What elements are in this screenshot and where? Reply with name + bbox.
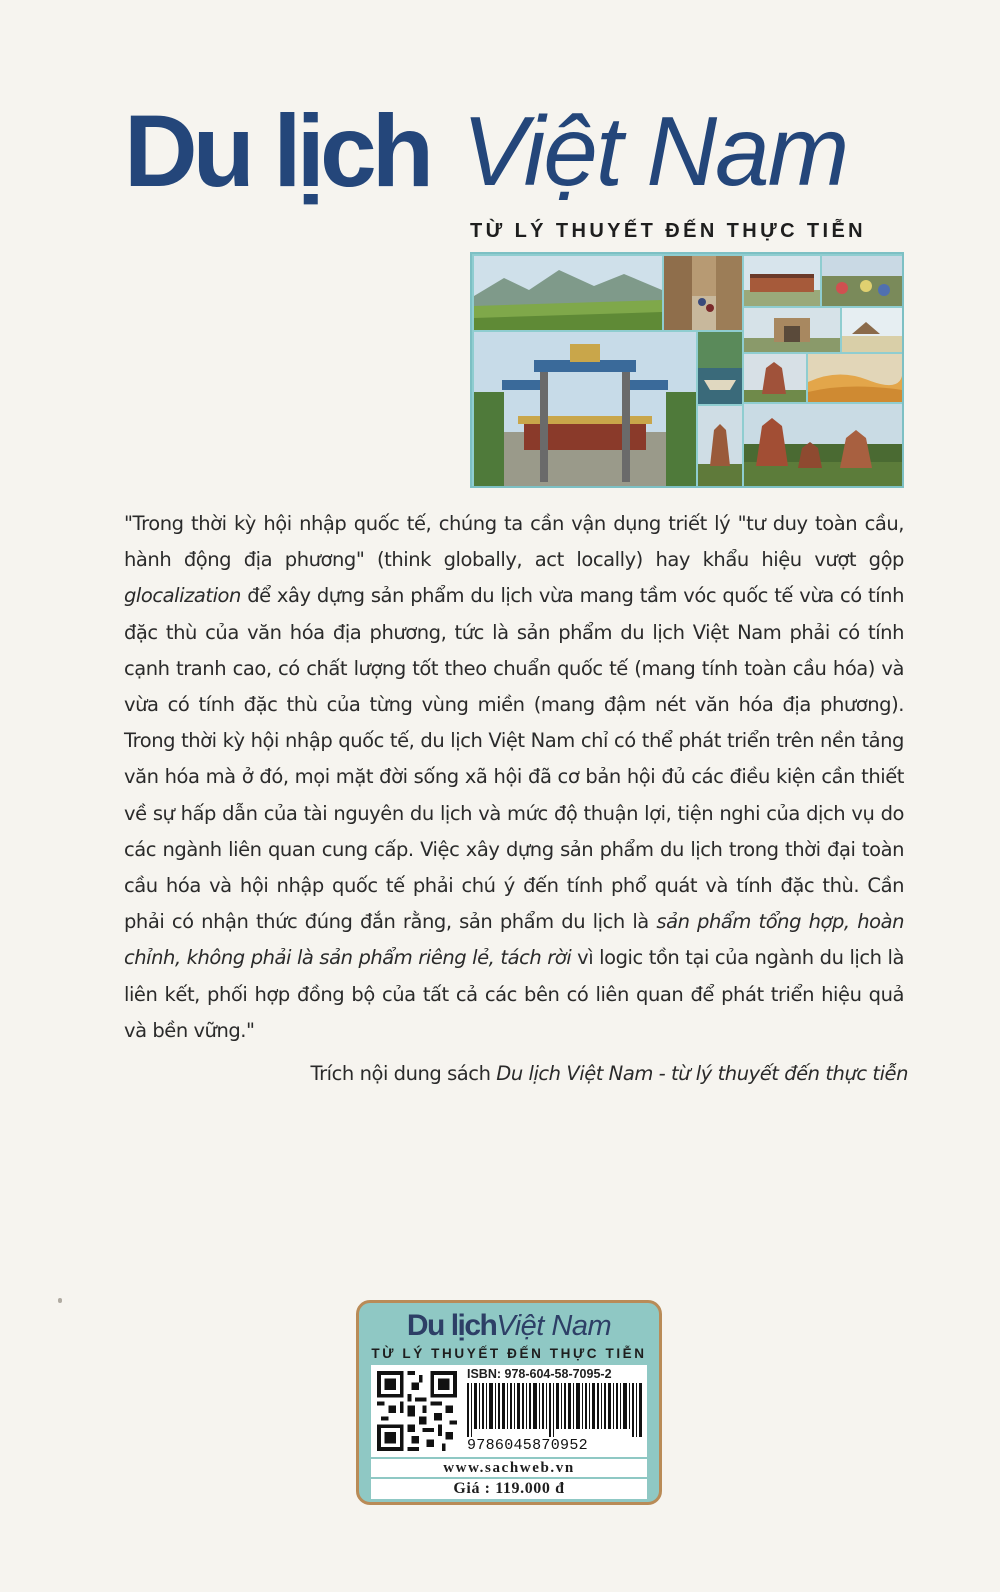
barcode-digits: 9786045870952 <box>467 1437 588 1454</box>
isbn-number: ISBN: 978-604-58-7095-2 <box>467 1367 612 1381</box>
code-panel <box>371 1365 647 1457</box>
sticker-title-italic: Việt Nam <box>496 1310 612 1342</box>
sticker-title-bold: Du lịch <box>406 1309 497 1342</box>
book-title <box>124 94 914 220</box>
title-bold-part: Du lịch <box>124 94 430 208</box>
excerpt-text-1: "Trong thời kỳ hội nhập quốc tế, chúng ta cần vận dụng triết lý "tư duy toàn cầu, hành động địa phương" (think globally, act locally) hay khẩu hiệu vượt gộp <box>124 512 904 572</box>
qr-code-icon <box>377 1371 457 1451</box>
photo-beach-hut <box>842 308 902 352</box>
photo-sand-dunes <box>808 354 902 402</box>
photo-my-son-ruins <box>744 404 902 486</box>
barcode-icon <box>467 1383 643 1437</box>
print-speck <box>58 1298 62 1303</box>
excerpt-citation <box>128 1062 908 1085</box>
photo-citadel-gate <box>744 308 840 352</box>
photo-rural-house <box>744 256 820 306</box>
photo-river-boat <box>698 332 742 404</box>
citation-prefix: Trích nội dung sách <box>310 1062 497 1085</box>
sticker-title <box>359 1309 659 1343</box>
excerpt-text-3: vì logic tồn tại của ngành du lịch là liên kết, phối hợp đồng bộ của tất cả các bên có liên quan để phát triển hiệu quả và bền vững." <box>124 946 904 1042</box>
photo-pagoda <box>698 406 742 486</box>
excerpt-text-2: để xây dựng sản phẩm du lịch vừa mang tầm vóc quốc tế vừa có tính đặc thù của văn hóa địa phương, tức là sản phẩm du lịch Việt Nam phải có tính cạnh tranh cao, có chất lượng tốt theo chuẩn quốc tế (mang tính toàn cầu hóa) và vừa có tính đặc thù của từng vùng miền (mang đậm nét văn hóa địa phương). Trong thời kỳ hội nhập quốc tế, du lịch Việt Nam chỉ có thể phát triển trên nền tảng văn hóa mà ở đó, mọi mặt đời sống xã hội đã cơ bản hội đủ các điều kiện cần thiết về sự hấp dẫn của tài nguyên du lịch và mức độ thuận lợi, tiện nghi của dịch vụ do các ngành liên quan cung cấp. Việc xây dựng sản phẩm du lịch trong thời đại toàn cầu hóa và hội nhập quốc tế phải chú ý đến tính phổ quát và tính đặc thù. Cần phải có nhận thức đúng đắn rằng, sản phẩm du lịch là <box>124 584 904 934</box>
photo-mountain-valley <box>474 256 662 330</box>
sticker-subtitle: TỪ LÝ THUYẾT ĐẾN THỰC TIỄN <box>371 1346 647 1361</box>
photo-old-street <box>664 256 742 330</box>
photo-market <box>822 256 902 306</box>
excerpt-term-glocalization: glocalization <box>124 584 241 608</box>
book-subtitle: TỪ LÝ THUYẾT ĐẾN THỰC TIỄN <box>470 220 867 242</box>
excerpt-emphasis: sản phẩm tổng hợp, hoàn chỉnh, không phải là sản phẩm riêng lẻ, tách rời <box>124 910 904 970</box>
barcode-sticker <box>356 1300 662 1505</box>
photo-collage <box>470 252 904 488</box>
title-italic-part: Việt Nam <box>462 96 848 206</box>
book-excerpt <box>124 506 904 1049</box>
publisher-website: www.sachweb.vn <box>371 1459 647 1477</box>
citation-book-title: Du lịch Việt Nam - từ lý thuyết đến thực tiễn <box>496 1062 908 1085</box>
photo-cham-tower-small <box>744 354 806 402</box>
book-price: Giá : 119.000 đ <box>371 1479 647 1499</box>
photo-hue-imperial-gate <box>474 332 696 486</box>
